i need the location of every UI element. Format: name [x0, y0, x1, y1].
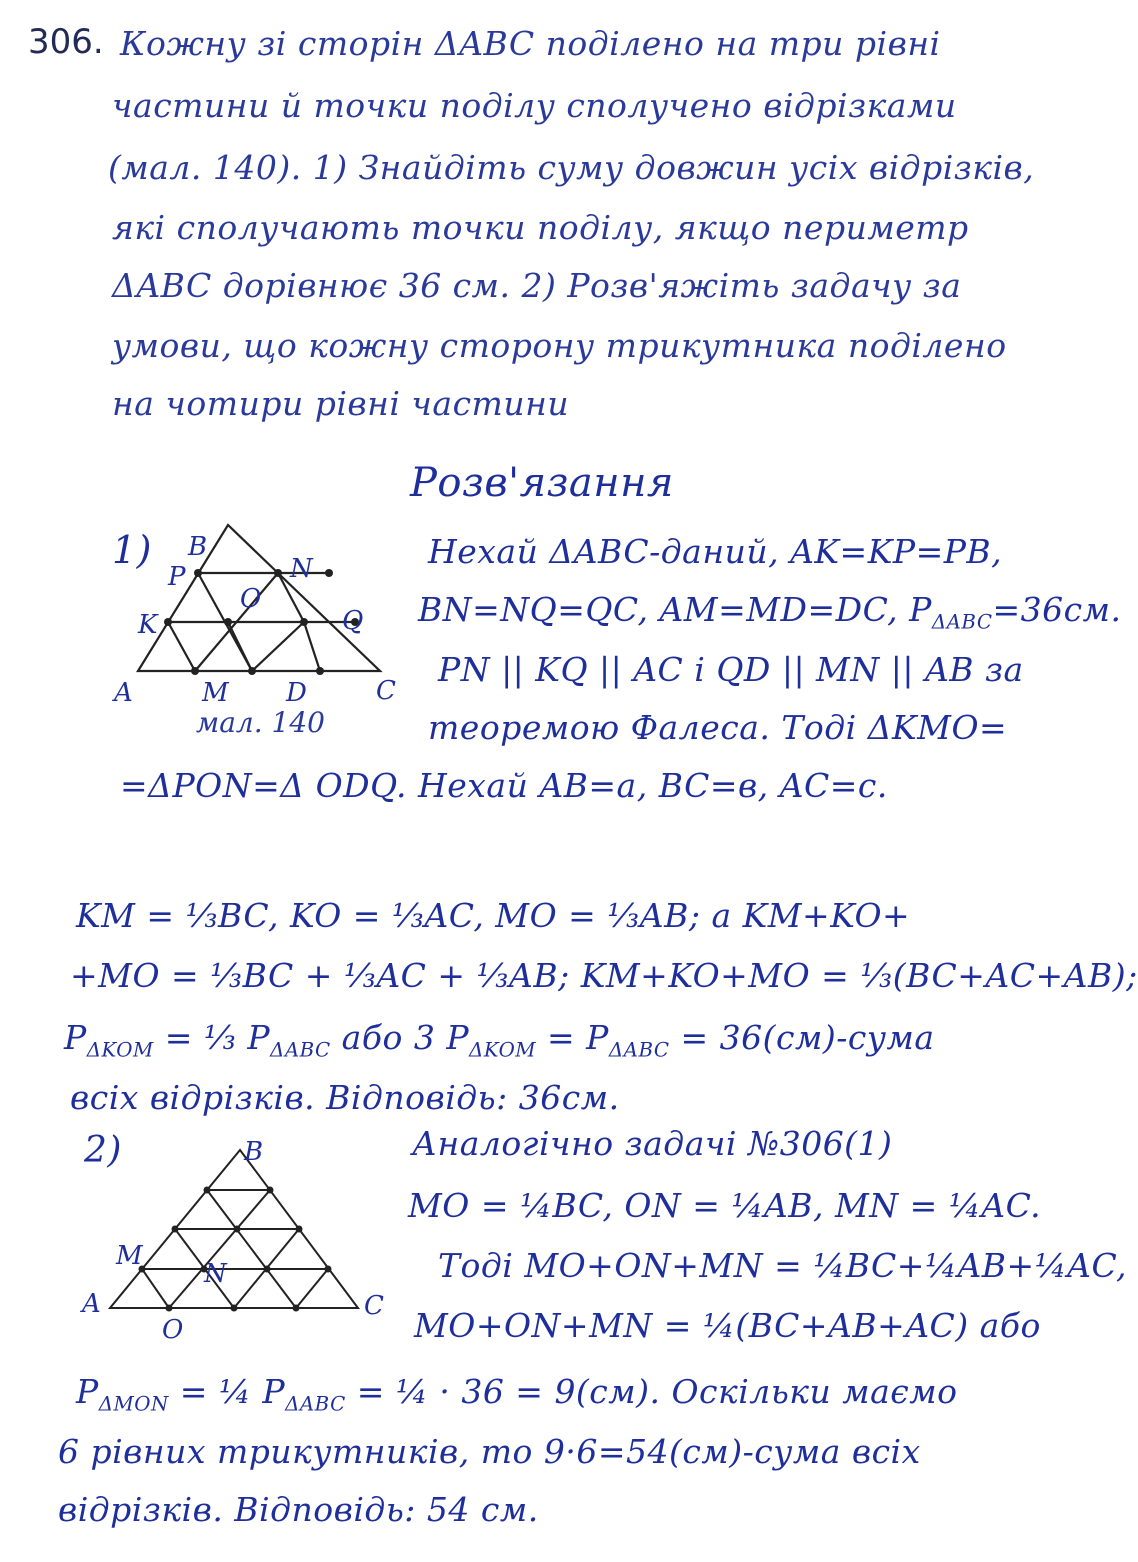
problem-number: 306.	[28, 22, 104, 62]
part1-work-3: $P_{\Delta KOM}$ = ⅓ $P_{\Delta ABC}$ або 3 $P_{\Delta KOM} = P_{\Delta ABC}$ = 36(см)-сума	[64, 1018, 935, 1062]
part2-line-3: Тоді MO+ON+MN = ¼BC+¼AB+¼AC,	[438, 1246, 1128, 1285]
problem-line-2: частини й точки поділу сполучено відрізками	[112, 86, 957, 125]
part1-line-2: BN=NQ=QC, AM=MD=DC, $P_{\Delta ABC}=36см$.	[418, 590, 1122, 634]
fig1-label-B: B	[188, 532, 208, 562]
part1-line-1: Нехай ΔABC-даний, AK=KP=PB,	[428, 532, 1003, 571]
fig1-label-M: M	[202, 678, 229, 708]
fig2-label-B: B	[244, 1137, 264, 1167]
fig1-label-D: D	[286, 678, 307, 708]
fig1-label-C: C	[376, 676, 396, 706]
part2-line-2: MO = ¼BC, ON = ¼AB, MN = ¼AC.	[408, 1186, 1042, 1225]
problem-line-7: на чотири рівні частини	[112, 384, 570, 423]
solution-title: Розв'язання	[410, 460, 674, 506]
part2-marker: 2)	[84, 1130, 122, 1171]
part2-line-1: Аналогічно задачі №306(1)	[412, 1124, 893, 1163]
fig2-label-C: C	[364, 1291, 384, 1321]
fig1-label-K: K	[138, 610, 158, 640]
fig1-label-A: A	[114, 678, 133, 708]
problem-line-5: ΔABC дорівнює 36 см. 2) Розв'яжіть задачу за	[112, 266, 962, 305]
part1-line-5: =ΔPON=Δ ODQ. Нехай AB=a, BC=в, AC=c.	[120, 766, 888, 805]
problem-line-4: які сполучають точки поділу, якщо периметр	[112, 208, 969, 247]
part1-work-1: KM = ⅓BC, KO = ⅓AC, MO = ⅓AB; а KM+KO+	[76, 896, 911, 935]
fig1-label-O: O	[240, 584, 262, 614]
fig2-label-N: N	[204, 1259, 227, 1289]
part1-work-4: всіх відрізків. Відповідь: 36см.	[70, 1078, 620, 1117]
figure-2-drawing	[80, 1137, 400, 1345]
problem-line-6: умови, що кожну сторону трикутника поділено	[112, 326, 1007, 365]
figure-140-caption: мал. 140	[196, 706, 325, 739]
problem-line-1: Кожну зі сторін ΔABC поділено на три рівні	[120, 24, 941, 63]
fig2-label-M: M	[116, 1241, 143, 1271]
part2-work-3: відрізків. Відповідь: 54 см.	[58, 1490, 539, 1529]
part2-line-4: MO+ON+MN = ¼(BC+AB+AC) або	[414, 1306, 1041, 1345]
part1-marker: 1)	[112, 528, 153, 572]
part1-line-4: теоремою Фалеса. Тоді ΔKMO=	[428, 708, 1008, 747]
fig1-label-P: P	[168, 562, 186, 592]
problem-line-3: (мал. 140). 1) Знайдіть суму довжин усіх відрізків,	[108, 148, 1035, 187]
figure-2	[80, 1137, 400, 1345]
fig2-label-A: A	[82, 1289, 101, 1319]
fig1-label-Q: Q	[342, 606, 364, 636]
fig2-label-O: O	[162, 1315, 184, 1345]
part1-work-2: +MO = ⅓BC + ⅓AC + ⅓AB; KM+KO+MO = ⅓(BC+AC+AB);	[70, 956, 1138, 995]
fig1-label-N: N	[290, 554, 313, 584]
part2-work-1: $P_{\Delta MON}$ = ¼ $P_{\Delta ABC}$ = ¼ · 36 = 9(см). Оскільки маємо	[76, 1372, 958, 1416]
part2-work-2: 6 рівних трикутників, то 9·6=54(см)-сума всіх	[58, 1432, 921, 1471]
part1-line-3: PN || KQ || AC і QD || MN || AB за	[438, 650, 1024, 689]
